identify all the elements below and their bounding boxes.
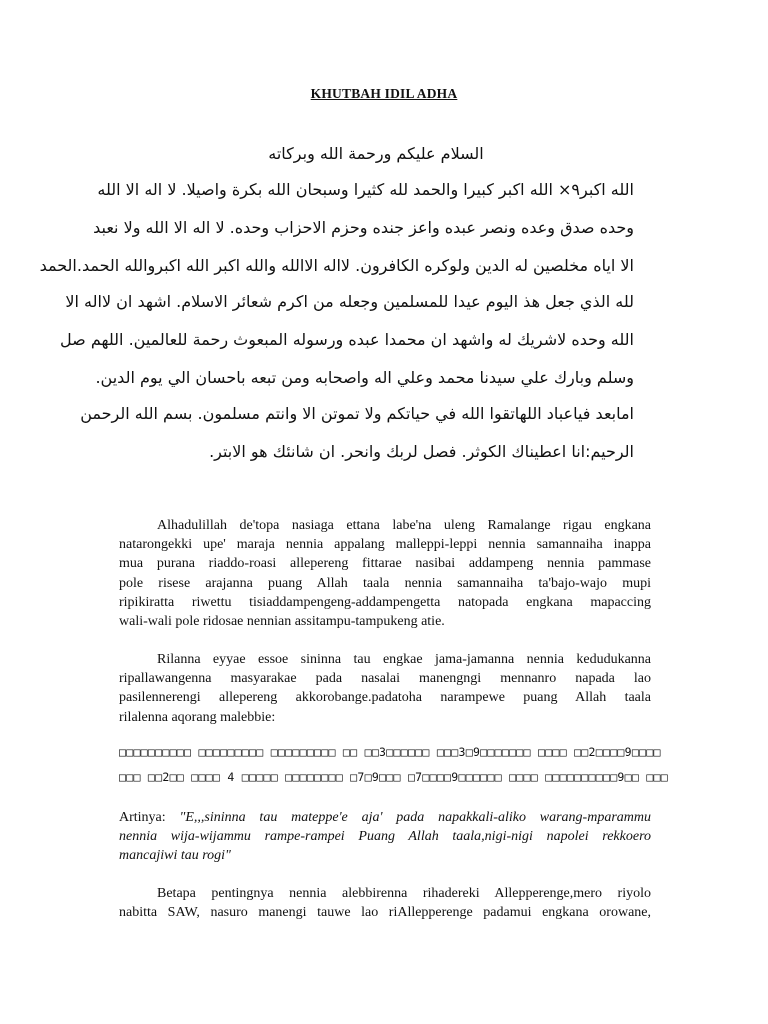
arabic-line: امابعد فياعباد اللهاتقوا الله في حياتكم ولا تموتن الا وانتم مسلمون. بسم الله الرحمن — [80, 404, 634, 423]
paragraph-line: wali-wali pole ridosae nennian assitampu-tampukeng atie. — [119, 614, 445, 630]
paragraph-line: pole risese arajanna puang Allah taala nennia samannaiha ta'bajo-wajo mupi — [119, 575, 651, 591]
quran-verse-placeholder: □□□ □□2□□ □□□□ 4 □□□□□ □□□□□□□□ □7□9□□□ □7□□□□9□□□□□□ □□□□ □□□□□□□□□□9□□ □□□ — [119, 770, 668, 784]
paragraph-1 — [119, 516, 651, 631]
document-title: KHUTBAH IDIL ADHA — [310, 86, 458, 101]
arabic-line: الا اياه مخلصين له الدين ولوكره الكافرون. لااله الاالله والله اكبر الله اكبروالله الحمد.الحمد — [39, 256, 634, 275]
artinya-quote-line: mancajiwi tau rogi" — [119, 848, 231, 864]
paragraph-line: Betapa pentingnya nennia alebbirenna rihadereki Allepperenge,mero riyolo — [157, 886, 651, 901]
arabic-line: الله اكبر٩× الله اكبر كبيرا والحمد لله كثيرا وسبحان الله بكرة واصيلا. لا اله الا الله — [97, 180, 634, 199]
paragraph-3 — [119, 884, 651, 922]
paragraph-line: rilalenna aqorang malebbie: — [119, 709, 276, 725]
arabic-greeting: السلام عليكم ورحمة الله وبركاته — [268, 144, 484, 163]
paragraph-line: Alhadulillah de'topa nasiaga ettana labe'na uleng Ramalange rigau engkana — [157, 518, 651, 533]
paragraph-line: mua purana riaddo-roasi allepereng fittarae nasibai addampeng nennia pammase — [119, 556, 651, 572]
paragraph-line: pasilennerengi allepereng akkorobange.padatoha narampewe puang Allah taala — [119, 690, 651, 706]
artinya-first-line — [119, 808, 651, 827]
paragraph-2 — [119, 650, 651, 727]
artinya-label: Artinya: — [119, 810, 180, 825]
arabic-line: وحده صدق وعده ونصر عبده واعز جنده وحزم الاحزاب وحده. لا اله الا الله ولا نعبد — [93, 218, 634, 237]
paragraph-line: Rilanna eyyae essoe sininna tau engkae jama-jamanna nennia kedudukanna — [157, 652, 651, 667]
paragraph-line: ripikiratta riwettu tisiaddampengeng-addampengetta natopada engkana mapaccing — [119, 594, 651, 610]
paragraph-line: ripallawangenna masyarakae pada nasalai manengngi mennanro napada lao — [119, 671, 651, 687]
arabic-line: الرحيم:انا اعطيناك الكوثر. فصل لربك وانحر. ان شانئك هو الابتر. — [209, 442, 634, 461]
artinya-quote-line: nennia wija-wijammu rampe-rampei Puang Allah taala,nigi-nigi napolei rekkoero — [119, 829, 651, 845]
artinya-quote-line: "E,,,sininna tau mateppe'e aja' pada napakkali-aliko warang-mparammu — [179, 810, 651, 825]
artinya-block — [119, 808, 651, 866]
arabic-line: لله الذي جعل هذ اليوم عيدا للمسلمين وجعله من اكرم شعائر الاسلام. اشهد ان لااله الا — [65, 292, 634, 311]
paragraph-line: nabitta SAW, nasuro manengi tauwe lao riAllepperenge padamui engkana orowane, — [119, 905, 651, 921]
quran-verse-placeholder: □□□□□□□□□□ □□□□□□□□□ □□□□□□□□□ □□ □□3□□□□□□ □□□3□9□□□□□□□ □□□□ □□2□□□□9□□□□ — [119, 745, 661, 759]
arabic-line: وسلم وبارك علي سيدنا محمد وعلي اله واصحابه ومن تبعه باحسان الي يوم الدين. — [95, 368, 634, 387]
paragraph-line: natarongekki upe' maraja nennia appalang malleppi-leppi nennia samannaiha inappa — [119, 537, 651, 553]
arabic-line: الله وحده لاشريك له واشهد ان محمدا عبده ورسوله المبعوث رحمة للعالمين. اللهم صل — [60, 330, 634, 349]
